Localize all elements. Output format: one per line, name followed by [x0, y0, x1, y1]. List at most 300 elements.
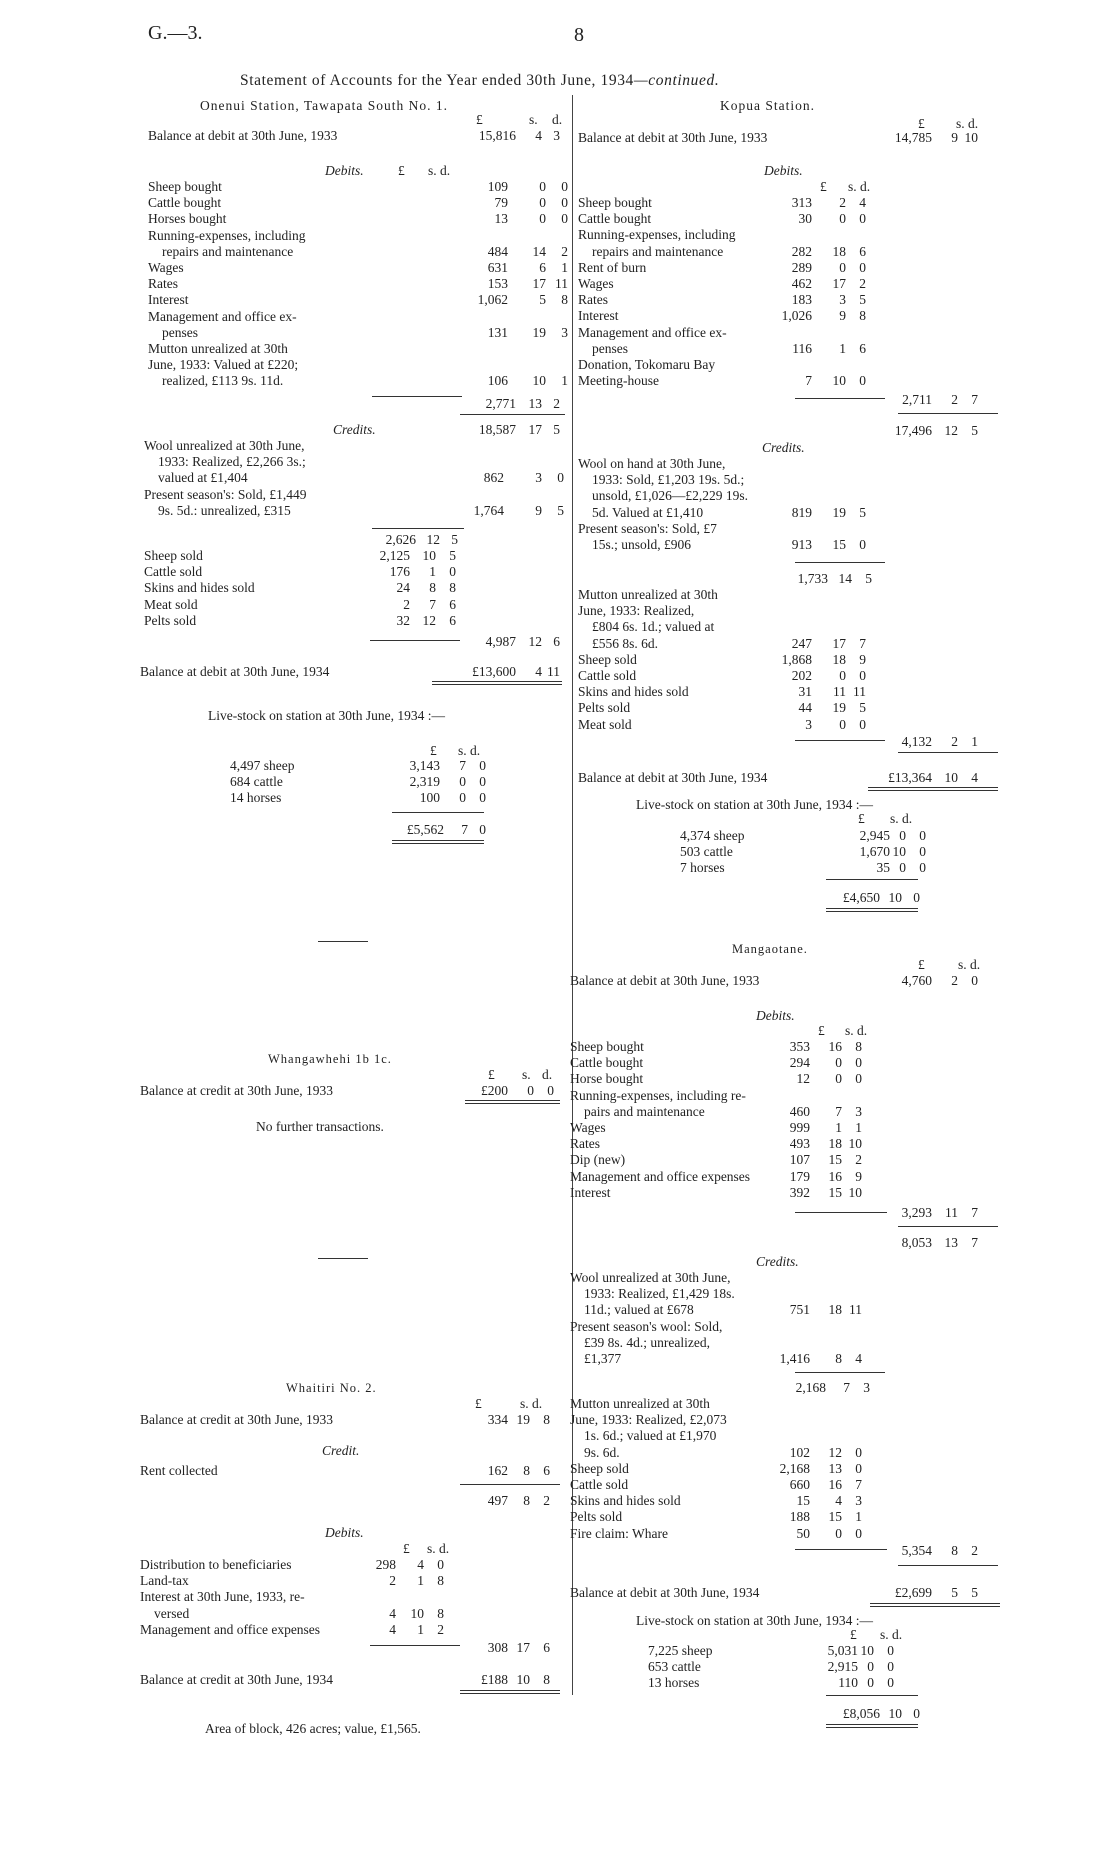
ledger-row-shillings: 1: [835, 1120, 842, 1135]
ledger-row-shillings: 0: [835, 1055, 842, 1071]
ledger-row-label: Interest: [570, 1184, 611, 1200]
ledger-row-shillings: 3: [535, 470, 542, 486]
whaitiri-balance-opening: [140, 1412, 560, 1428]
ledger-row-shillings: 4: [417, 1557, 424, 1572]
ledger-row-pounds: 819: [791, 504, 812, 520]
ledger-row-pence: 0: [859, 373, 866, 389]
ledger-row-pounds: 3: [805, 716, 812, 732]
mangaotane-ledger-row: [570, 1120, 866, 1136]
mangaotane-ledger-row: [570, 1509, 866, 1525]
whaitiri-rent-shillings: 8: [523, 1463, 530, 1478]
whaitiri-debits-total-pence: 6: [543, 1640, 550, 1655]
whaitiri-sum-shillings: 8: [523, 1493, 530, 1508]
kopua-ledger-row: [578, 373, 870, 389]
ledger-row-label: Fire claim: Whare: [570, 1525, 668, 1541]
mangaotane-ledger-row: [570, 1351, 866, 1367]
onenui-ledger-row: [144, 470, 568, 486]
whangawhehi-balance-pence: 0: [547, 1083, 554, 1098]
kopua-wool-subtotal-pence: 5: [865, 571, 872, 586]
kopua-ledger-row: [578, 276, 870, 292]
ledger-row-shillings: 13: [828, 1460, 842, 1476]
ledger-row-label: Horses bought: [148, 211, 227, 227]
onenui-credits-total-shillings: 12: [528, 634, 542, 649]
ledger-row-label: £804 6s. 1d.; valued at: [592, 619, 715, 635]
ledger-row-label: Sheep bought: [148, 179, 222, 194]
mangaotane-ledger-row: [570, 1270, 866, 1286]
mangaotane-ledger-row: [570, 1526, 866, 1542]
whaitiri-debits-total-pounds: 308: [487, 1640, 508, 1655]
ledger-row-label: Rates: [578, 292, 608, 308]
ledger-row-label: Wages: [570, 1120, 606, 1135]
mangaotane-sum-shillings: 13: [944, 1235, 958, 1250]
mangaotane-ledger-row: [570, 1477, 866, 1493]
ledger-row-label: June, 1933: Realized,: [578, 603, 695, 619]
kopua-balance-opening: [578, 130, 998, 146]
onenui-ledger-row: [144, 564, 460, 580]
ledger-row-pence: 0: [919, 828, 926, 843]
ledger-row-pence: 0: [919, 860, 926, 876]
ledger-row-pounds: 294: [789, 1055, 810, 1071]
ledger-row-shillings: 10: [860, 1643, 874, 1658]
ledger-row-shillings: 16: [828, 1168, 842, 1184]
whaitiri-balance-opening-label: Balance at credit at 30th June, 1933: [140, 1412, 334, 1427]
ledger-row-pence: 0: [855, 1460, 862, 1476]
kopua-credits-total-pounds: 4,132: [901, 734, 932, 749]
kopua-ledger-row: [578, 619, 870, 635]
ledger-row-label: Distribution to beneficiaries: [140, 1557, 292, 1572]
mangaotane-ledger-row: [570, 1412, 866, 1428]
ledger-row-label: Sheep sold: [144, 548, 203, 563]
ledger-row-pence: 0: [855, 1525, 862, 1541]
kopua-livestock-total-pounds: £4,650: [842, 890, 880, 905]
ledger-row-pence: 0: [887, 1659, 894, 1675]
whaitiri-balance-closing-label: Balance at credit at 30th June, 1934: [140, 1672, 334, 1687]
kopua-ledger-row: [578, 668, 870, 684]
ledger-row-pounds: 153: [487, 276, 508, 292]
ledger-row-label: Pelts sold: [570, 1509, 623, 1525]
mangaotane-ledger-row: [570, 1396, 866, 1412]
mangaotane-credits-total-pence: 2: [971, 1543, 978, 1558]
ledger-row-label: repairs and maintenance: [592, 243, 724, 259]
kopua-ledger-row: [578, 195, 870, 211]
whaitiri-balance-opening-pence: 8: [543, 1412, 550, 1427]
ledger-row-label: 15s.; unsold, £906: [592, 537, 692, 552]
ledger-row-pounds: 102: [789, 1444, 810, 1460]
mangaotane-wool-subtotal-pounds: 2,168: [795, 1380, 826, 1395]
onenui-debits-total-shillings: 13: [528, 396, 542, 411]
ledger-row-label: Wages: [148, 260, 184, 275]
ledger-row-shillings: 1: [839, 340, 846, 356]
kopua-ledger-row: [578, 521, 870, 537]
kopua-livestock-double-rule: [826, 908, 918, 912]
ledger-row-shillings: 17: [832, 276, 846, 291]
ledger-row-pounds: 913: [791, 537, 812, 552]
mangaotane-balance-closing-pounds: £2,699: [894, 1585, 932, 1600]
ledger-row-pounds: 313: [791, 195, 812, 210]
ledger-row-shillings: 18: [828, 1302, 842, 1318]
kopua-debits-total-shillings: 2: [951, 392, 958, 407]
ledger-row-label: Horse bought: [570, 1071, 644, 1087]
kopua-ledger-row: [578, 636, 870, 652]
kopua-ledger-row: [578, 684, 870, 700]
ledger-row-pounds: 107: [789, 1152, 810, 1168]
ledger-row-shillings: 3: [839, 292, 846, 308]
kopua-ledger-row: [578, 505, 870, 521]
mangaotane-ledger-row: [648, 1643, 898, 1659]
whaitiri-area-note: Area of block, 426 acres; value, £1,565.: [205, 1721, 421, 1736]
mangaotane-livestock-double-rule: [826, 1724, 918, 1728]
kopua-credits-heading: Credits.: [762, 440, 805, 455]
ledger-row-label: 9s. 5d.: unrealized, £315: [158, 502, 291, 518]
ledger-row-label: 7,225 sheep: [648, 1643, 713, 1658]
mangaotane-ledger-row: [570, 1319, 866, 1335]
ledger-row-label: 13 horses: [648, 1675, 700, 1691]
mangaotane-livestock-total-pounds: £8,056: [842, 1706, 880, 1721]
ledger-row-shillings: 4: [835, 1493, 842, 1509]
kopua-title: Kopua Station.: [720, 98, 815, 113]
ledger-row-label: Donation, Tokomaru Bay: [578, 357, 716, 372]
ledger-row-shillings: 15: [828, 1152, 842, 1168]
ledger-row-pence: 0: [561, 211, 568, 227]
kopua-balance-closing-pence: 4: [971, 770, 978, 785]
kopua-ledger-row: [578, 603, 870, 619]
mangaotane-total-rule: [898, 1565, 998, 1566]
ledger-row-label: realized, £113 9s. 11d.: [162, 373, 284, 389]
ledger-row-label: 1s. 6d.; valued at £1,970: [584, 1428, 717, 1444]
whaitiri-debits-total: [140, 1640, 560, 1656]
kopua-balance-closing: [578, 770, 998, 786]
ledger-row-pence: 9: [855, 1168, 862, 1184]
ledger-row-label: Cattle sold: [144, 564, 203, 580]
ledger-row-label: 11d.; valued at £678: [584, 1302, 694, 1318]
ledger-row-label: unsold, £1,026—£2,229 19s.: [592, 488, 749, 504]
ledger-row-shillings: 7: [835, 1103, 842, 1119]
ledger-row-label: 14 horses: [230, 790, 282, 806]
ledger-row-pence: 1: [561, 373, 568, 389]
kopua-ledger-row: [680, 860, 930, 876]
kopua-balance-double-rule: [868, 787, 998, 791]
ledger-row-pence: 0: [887, 1643, 894, 1658]
ledger-row-label: Meeting-house: [578, 373, 659, 389]
ledger-row-label: Skins and hides sold: [578, 684, 689, 700]
ledger-row-pounds: 460: [789, 1103, 810, 1119]
whaitiri-balance-closing-pence: 8: [543, 1672, 550, 1687]
ledger-row-label: £39 8s. 4d.; unrealized,: [584, 1334, 710, 1350]
onenui-ledger-row: [230, 774, 490, 790]
mangaotane-balance-opening-shillings: 2: [951, 973, 958, 988]
mangaotane-sum-pence: 7: [971, 1235, 978, 1250]
onenui-ledger-row: [144, 454, 568, 470]
mangaotane-ledger-row: [570, 1493, 866, 1509]
ledger-row-pounds: 493: [789, 1136, 810, 1152]
onenui-livestock-total-pence: 0: [479, 822, 486, 837]
ledger-row-shillings: 19: [832, 700, 846, 716]
ledger-row-pounds: 1,062: [477, 292, 508, 308]
mangaotane-sum-pounds: 8,053: [901, 1235, 932, 1250]
ledger-row-shillings: 19: [532, 324, 546, 340]
ledger-row-pence: 1: [561, 260, 568, 275]
ledger-row-pounds: 100: [419, 790, 440, 806]
ledger-row-shillings: 14: [532, 243, 546, 259]
ledger-row-label: 1933: Realized, £1,429 18s.: [584, 1286, 735, 1302]
ledger-row-label: Running-expenses, including: [148, 227, 306, 243]
ledger-row-pence: 0: [561, 179, 568, 194]
onenui-ledger-row: [148, 276, 572, 292]
whaitiri-sum-pounds: 497: [487, 1493, 508, 1508]
ledger-row-label: Cattle bought: [570, 1055, 644, 1071]
ledger-row-pounds: 2,319: [409, 774, 440, 790]
kopua-ledger-row: [680, 844, 930, 860]
mangaotane-ledger-row: [570, 1428, 866, 1444]
ledger-row-pence: 2: [437, 1621, 444, 1637]
onenui-wool-subtotal-shillings: 12: [426, 532, 440, 547]
ledger-row-pounds: 247: [791, 635, 812, 651]
whaitiri-rent-pounds: 162: [487, 1463, 508, 1478]
mangaotane-ledger-row: [570, 1302, 866, 1318]
ledger-row-label: 1933: Sold, £1,203 19s. 5d.;: [592, 472, 745, 488]
whaitiri-sum: [140, 1493, 560, 1509]
kopua-wool-subtotal: [578, 571, 998, 587]
ledger-row-shillings: 0: [539, 211, 546, 227]
ledger-row-label: Skins and hides sold: [570, 1493, 681, 1509]
whangawhehi-balance-label: Balance at credit at 30th June, 1933: [140, 1083, 334, 1098]
kopua-balance-closing-shillings: 10: [944, 770, 958, 785]
kopua-ledger-row: [578, 341, 870, 357]
kopua-debits-heading: Debits.: [764, 163, 803, 178]
ledger-row-shillings: 10: [532, 373, 546, 389]
kopua-balance-closing-pounds: £13,364: [888, 770, 932, 785]
ledger-row-pounds: 110: [838, 1675, 858, 1691]
whaitiri-ledger-row: [140, 1589, 448, 1605]
onenui-livestock-heading: Live-stock on station at 30th June, 1934 :—: [208, 708, 445, 723]
onenui-ledger-row: [148, 341, 572, 357]
mangaotane-ledger-row: [570, 1185, 866, 1201]
ledger-row-pence: 8: [859, 308, 866, 324]
ledger-row-pence: 5: [859, 292, 866, 308]
ledger-row-pence: 6: [859, 243, 866, 259]
kopua-debits-total: [578, 392, 998, 408]
whaitiri-sum-pence: 2: [543, 1493, 550, 1508]
whaitiri-debits-total-shillings: 17: [516, 1640, 530, 1655]
ledger-row-shillings: 16: [828, 1477, 842, 1492]
ledger-row-shillings: 1: [417, 1621, 424, 1637]
ledger-row-shillings: 18: [828, 1136, 842, 1152]
ledger-row-pence: 0: [859, 259, 866, 275]
ledger-row-pence: 0: [855, 1444, 862, 1460]
kopua-livestock-heading: Live-stock on station at 30th June, 1934 :—: [636, 797, 873, 812]
ledger-row-pounds: 631: [487, 260, 508, 275]
ledger-row-shillings: 11: [833, 684, 846, 700]
mangaotane-balance-closing-pence: 5: [971, 1585, 978, 1600]
onenui-balance-opening-shillings: 4: [535, 128, 542, 143]
ledger-row-pence: 0: [859, 668, 866, 683]
kopua-ledger-row: [578, 652, 870, 668]
ledger-row-label: Mutton unrealized at 30th: [570, 1396, 710, 1411]
ledger-row-label: Rates: [570, 1136, 600, 1152]
kopua-credits-total-shillings: 2: [951, 734, 958, 749]
onenui-ledger-row: [144, 580, 460, 596]
onenui-ledger-row: [148, 292, 572, 308]
ledger-row-pence: 4: [859, 195, 866, 210]
onenui-balance-closing-shillings: 4: [535, 664, 542, 679]
ledger-row-pence: 0: [887, 1675, 894, 1691]
separator-1: [318, 941, 368, 942]
ledger-row-pence: 3: [561, 324, 568, 340]
onenui-head-shillings: s.: [529, 112, 538, 127]
ledger-row-label: Sheep bought: [578, 195, 652, 210]
ledger-row-shillings: 8: [429, 580, 436, 596]
onenui-balance-opening-pounds: 15,816: [478, 128, 516, 143]
kopua-balance-opening-pounds: 14,785: [894, 130, 932, 145]
onenui-ledger-row: [148, 325, 572, 341]
onenui-wool-subtotal: [148, 532, 568, 548]
ledger-row-pounds: 15: [796, 1493, 810, 1509]
ledger-row-pence: 11: [853, 684, 866, 700]
ledger-row-pence: 5: [557, 502, 564, 518]
ledger-row-label: Cattle bought: [148, 195, 222, 211]
mangaotane-ledger-row: [570, 1039, 866, 1055]
ledger-row-pounds: 13: [494, 211, 508, 227]
onenui-sum: [148, 422, 568, 438]
ledger-row-shillings: 10: [832, 373, 846, 389]
mangaotane-ledger-row: [570, 1169, 866, 1185]
ledger-row-shillings: 0: [899, 828, 906, 843]
ledger-row-label: Meat sold: [144, 596, 198, 612]
ledger-row-pounds: 2,915: [827, 1659, 858, 1675]
ledger-row-pence: 11: [555, 276, 568, 292]
ledger-row-label: 1933: Realized, £2,266 3s.;: [158, 454, 306, 470]
mangaotane-ledger-row: [570, 1136, 866, 1152]
whaitiri-rent-label: Rent collected: [140, 1463, 218, 1478]
whangawhehi-double-rule: [465, 1100, 560, 1104]
onenui-wool-rule: [372, 528, 464, 529]
onenui-ledger-row: [144, 613, 460, 629]
ledger-row-label: Interest: [578, 308, 619, 324]
ledger-row-pounds: 751: [789, 1302, 810, 1318]
mangaotane-wool-rule: [795, 1372, 885, 1373]
ledger-row-label: versed: [154, 1605, 190, 1621]
ledger-row-label: June, 1933: Valued at £220;: [148, 357, 299, 373]
kopua-sum: [578, 423, 998, 439]
mangaotane-balance-closing-shillings: 5: [951, 1585, 958, 1600]
ledger-row-pounds: 392: [789, 1184, 810, 1200]
kopua-livestock-total: [640, 890, 940, 906]
ledger-row-shillings: 9: [535, 502, 542, 518]
onenui-balance-closing-label: Balance at debit at 30th June, 1934: [140, 664, 330, 679]
ledger-row-shillings: 17: [832, 635, 846, 651]
ledger-row-shillings: 0: [539, 179, 546, 194]
onenui-debits-total-pounds: 2,771: [485, 396, 516, 411]
ledger-row-label: Cattle sold: [570, 1477, 629, 1492]
onenui-credits-total-pence: 6: [553, 634, 560, 649]
ledger-row-label: Present season's: Sold, £7: [578, 520, 717, 536]
ledger-row-pence: 0: [479, 758, 486, 773]
onenui-livestock-total-shillings: 7: [461, 822, 468, 837]
kopua-ledger-row: [578, 700, 870, 716]
onenui-sum-shillings: 17: [528, 422, 542, 437]
ledger-row-pounds: 116: [792, 340, 812, 356]
ledger-row-label: Sheep bought: [570, 1039, 644, 1054]
kopua-ledger-row: [578, 244, 870, 260]
mangaotane-credits-heading: Credits.: [756, 1254, 799, 1269]
whaitiri-balance-closing-shillings: 10: [516, 1672, 530, 1687]
kopua-sum-pence: 5: [971, 423, 978, 438]
onenui-credits-total-pounds: 4,987: [485, 634, 516, 649]
mangaotane-balance-closing-label: Balance at debit at 30th June, 1934: [570, 1585, 760, 1600]
mangaotane-wool-subtotal-pence: 3: [863, 1380, 870, 1395]
ledger-row-label: Running-expenses, including: [578, 227, 736, 243]
mangaotane-balance-opening-label: Balance at debit at 30th June, 1933: [570, 973, 760, 988]
ledger-row-pence: 5: [859, 504, 866, 520]
kopua-ledger-row: [578, 717, 870, 733]
onenui-livestock-double-rule: [392, 840, 484, 844]
ledger-row-label: Land-tax: [140, 1573, 189, 1589]
ledger-row-pounds: 3,143: [409, 758, 440, 773]
onenui-ledger-row: [144, 438, 568, 454]
ledger-row-label: penses: [162, 324, 198, 340]
kopua-total-rule: [898, 752, 998, 753]
ledger-row-pounds: 484: [487, 243, 508, 259]
ledger-row-label: Present season's wool: Sold,: [570, 1318, 723, 1334]
kopua-balance-closing-label: Balance at debit at 30th June, 1934: [578, 770, 768, 785]
onenui-ledger-row: [144, 548, 460, 564]
onenui-debits-total: [148, 396, 568, 412]
onenui-balance-closing-pence: 11: [547, 664, 560, 679]
onenui-ledger-row: [144, 503, 568, 519]
mangaotane-ledger-row: [648, 1675, 898, 1691]
whaitiri-balance-opening-pounds: 334: [487, 1412, 508, 1427]
ledger-row-pence: 7: [855, 1477, 862, 1492]
whaitiri-balance-opening-shillings: 19: [516, 1412, 530, 1427]
ledger-row-label: Sheep sold: [578, 651, 637, 667]
ledger-row-pence: 4: [855, 1351, 862, 1366]
ledger-row-pounds: 298: [375, 1557, 396, 1572]
onenui-ledger-row: [148, 244, 572, 260]
ledger-row-pounds: 4: [389, 1621, 396, 1637]
ledger-row-shillings: 18: [832, 651, 846, 667]
kopua-livestock-total-pence: 0: [913, 890, 920, 905]
ledger-row-pounds: 183: [791, 292, 812, 308]
kopua-ledger-row: [578, 227, 870, 243]
kopua-credits-total-pence: 1: [971, 734, 978, 749]
ledger-row-pounds: 999: [789, 1120, 810, 1135]
kopua-sum-rule: [898, 413, 998, 414]
ledger-row-pounds: 2,125: [379, 548, 410, 563]
onenui-ledger-row: [148, 309, 572, 325]
ledger-row-label: Running-expenses, including re-: [570, 1087, 746, 1103]
whaitiri-ledger-row: [140, 1573, 448, 1589]
ledger-row-label: Pelts sold: [578, 700, 631, 716]
onenui-balance-closing-pounds: £13,600: [472, 664, 516, 679]
mangaotane-sum: [570, 1235, 1000, 1251]
page-title-continued: —continued.: [633, 72, 720, 89]
ledger-row-label: 4,497 sheep: [230, 758, 295, 773]
ledger-row-shillings: 8: [835, 1351, 842, 1366]
ledger-row-label: Management and office expenses: [140, 1621, 321, 1637]
whaitiri-rent-rule: [460, 1484, 560, 1485]
ledger-row-pounds: 1,868: [781, 651, 812, 667]
whangawhehi-balance-pounds: £200: [481, 1083, 508, 1098]
onenui-ledger-row: [148, 260, 572, 276]
ledger-row-pounds: 7: [805, 373, 812, 389]
onenui-ledger-row: [144, 487, 568, 503]
onenui-balance-opening: [148, 128, 568, 144]
ledger-row-pence: 0: [449, 564, 456, 580]
ledger-row-pounds: 44: [798, 700, 812, 716]
ledger-row-label: penses: [592, 340, 628, 356]
ledger-row-pounds: 1,026: [781, 308, 812, 324]
ledger-row-pounds: 2: [389, 1573, 396, 1589]
